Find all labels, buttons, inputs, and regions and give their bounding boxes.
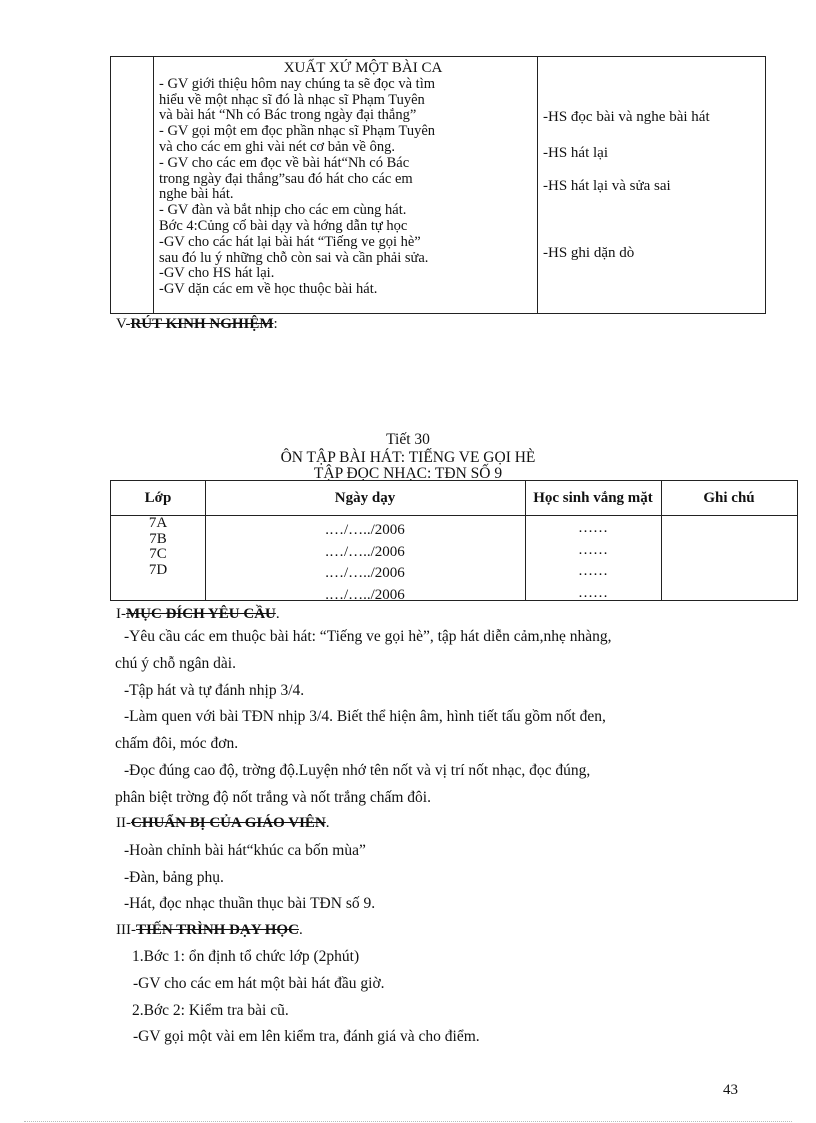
section-i-heading: I-MỤC ĐÍCH YÊU CẦU. [116,606,280,622]
student-line: -HS đọc bài và nghe bài hát [543,109,710,125]
bottom-divider [24,1121,792,1122]
class-schedule-table [110,480,798,601]
procedure-line: -GV cho các em hát một bài hát đầu giờ. [133,975,385,992]
objective-line: -Đọc đúng cao độ, trờng độ.Luyện nhớ tên nốt và vị trí nốt nhạc, đọc đúng, [124,762,591,779]
class-item: 7D [148,561,168,578]
student-line: -HS hát lại và sửa sai [543,178,671,194]
lesson-title: ÔN TẬP BÀI HÁT: TIẾNG VE GỌI HÈ [280,449,536,466]
class-item: 7A [148,515,168,531]
lesson-period: Tiết 30 [386,431,430,448]
lesson-subtitle: TẬP ĐỌC NHẠC: TĐN SỐ 9 [313,465,503,482]
page-number: 43 [723,1082,738,1098]
teacher-line: - GV đàn và bắt nhịp cho các em cùng hát. [159,202,407,219]
procedure-line: 1.Bớc 1: ổn định tổ chức lớp (2phút) [132,948,360,965]
teacher-line: -GV cho các hát lại bài hát “Tiếng ve gọi hè” [159,233,421,250]
teacher-line: sau đó lu ý những chỗ còn sai và cần phải sửa. [159,249,429,266]
teacher-line: hiểu về một nhạc sĩ đó là nhạc sĩ Phạm Tuyên [159,91,425,108]
teacher-line: Bớc 4:Củng cố bài dạy và hớng dẫn tự học [159,217,408,234]
absent-list [525,518,661,604]
teacher-line: trong ngày đại thắng”sau đó hát cho các em [159,170,413,187]
date-item: .…/…../2006 [325,543,405,560]
date-item: .…/…../2006 [325,522,405,538]
teacher-activity-cell [159,61,537,298]
header-absent: Học sinh vắng mặt [533,489,653,506]
header-class: Lớp [144,489,172,506]
section-ii-heading: II-CHUẨN BỊ CỦA GIÁO VIÊN. [116,815,330,831]
preparation-line: -Đàn, bảng phụ. [124,869,224,886]
absent-item: …… [578,541,608,558]
class-item: 7C [149,546,167,562]
teacher-line: -GV dặn các em về học thuộc bài hát. [159,281,378,298]
header-date: Ngày dạy [334,489,396,506]
procedure-line: -GV gọi một vài em lên kiểm tra, đánh giá và cho điểm. [133,1028,480,1045]
objective-line: chú ý chỗ ngân dài. [115,655,236,672]
objective-line: phân biệt trờng độ nốt trắng và nốt trắng chấm đôi. [115,789,431,806]
teacher-line: - GV cho các em đọc về bài hát“Nh có Bác [159,154,410,171]
date-item: .…/…../2006 [325,565,405,581]
section-iii-heading: III-TIẾN TRÌNH DẠY HỌC. [116,922,303,938]
lesson-activity-table [110,56,766,314]
teacher-line: và cho các em ghi vài nét cơ bản về ông. [159,138,395,155]
class-item: 7B [149,530,167,547]
header-notes: Ghi chú [703,489,755,506]
objective-line: chấm đôi, móc đơn. [115,735,239,752]
absent-item: …… [578,563,608,579]
absent-item: …… [578,584,608,601]
student-line: -HS hát lại [543,145,608,161]
absent-item: …… [578,520,608,536]
teacher-line: - GV giới thiệu hôm nay chúng ta sẽ đọc và tìm [159,75,436,92]
section-v-heading: V-RÚT KINH NGHIỆM: [116,316,278,332]
table-column-blank [111,57,154,313]
teacher-line: -GV cho HS hát lại. [159,265,275,282]
student-line: -HS ghi dặn dò [543,245,635,261]
teacher-line: nghe bài hát. [159,186,234,203]
preparation-line: -Hoàn chỉnh bài hát“khúc ca bốn mùa” [124,842,366,859]
date-item: .…/…../2006 [325,586,405,603]
objective-line: -Yêu cầu các em thuộc bài hát: “Tiếng ve gọi hè”, tập hát diễn cảm,nhẹ nhàng, [124,628,612,645]
objective-line: -Tập hát và tự đánh nhịp 3/4. [124,682,305,699]
procedure-line: 2.Bớc 2: Kiểm tra bài cũ. [132,1002,289,1019]
preparation-line: -Hát, đọc nhạc thuần thục bài TĐN số 9. [124,895,376,912]
table-heading: XUẤT XỨ MỘT BÀI CA [283,60,443,76]
objective-line: -Làm quen với bài TĐN nhịp 3/4. Biết thể hiện âm, hình tiết tấu gồm nốt đen, [124,708,606,725]
date-list [205,520,525,606]
teacher-line: và bài hát “Nh có Bác trong ngày đại thắng” [159,107,417,124]
teacher-line: - GV gọi một em đọc phần nhạc sĩ Phạm Tuyên [159,123,436,140]
class-list [111,516,205,578]
